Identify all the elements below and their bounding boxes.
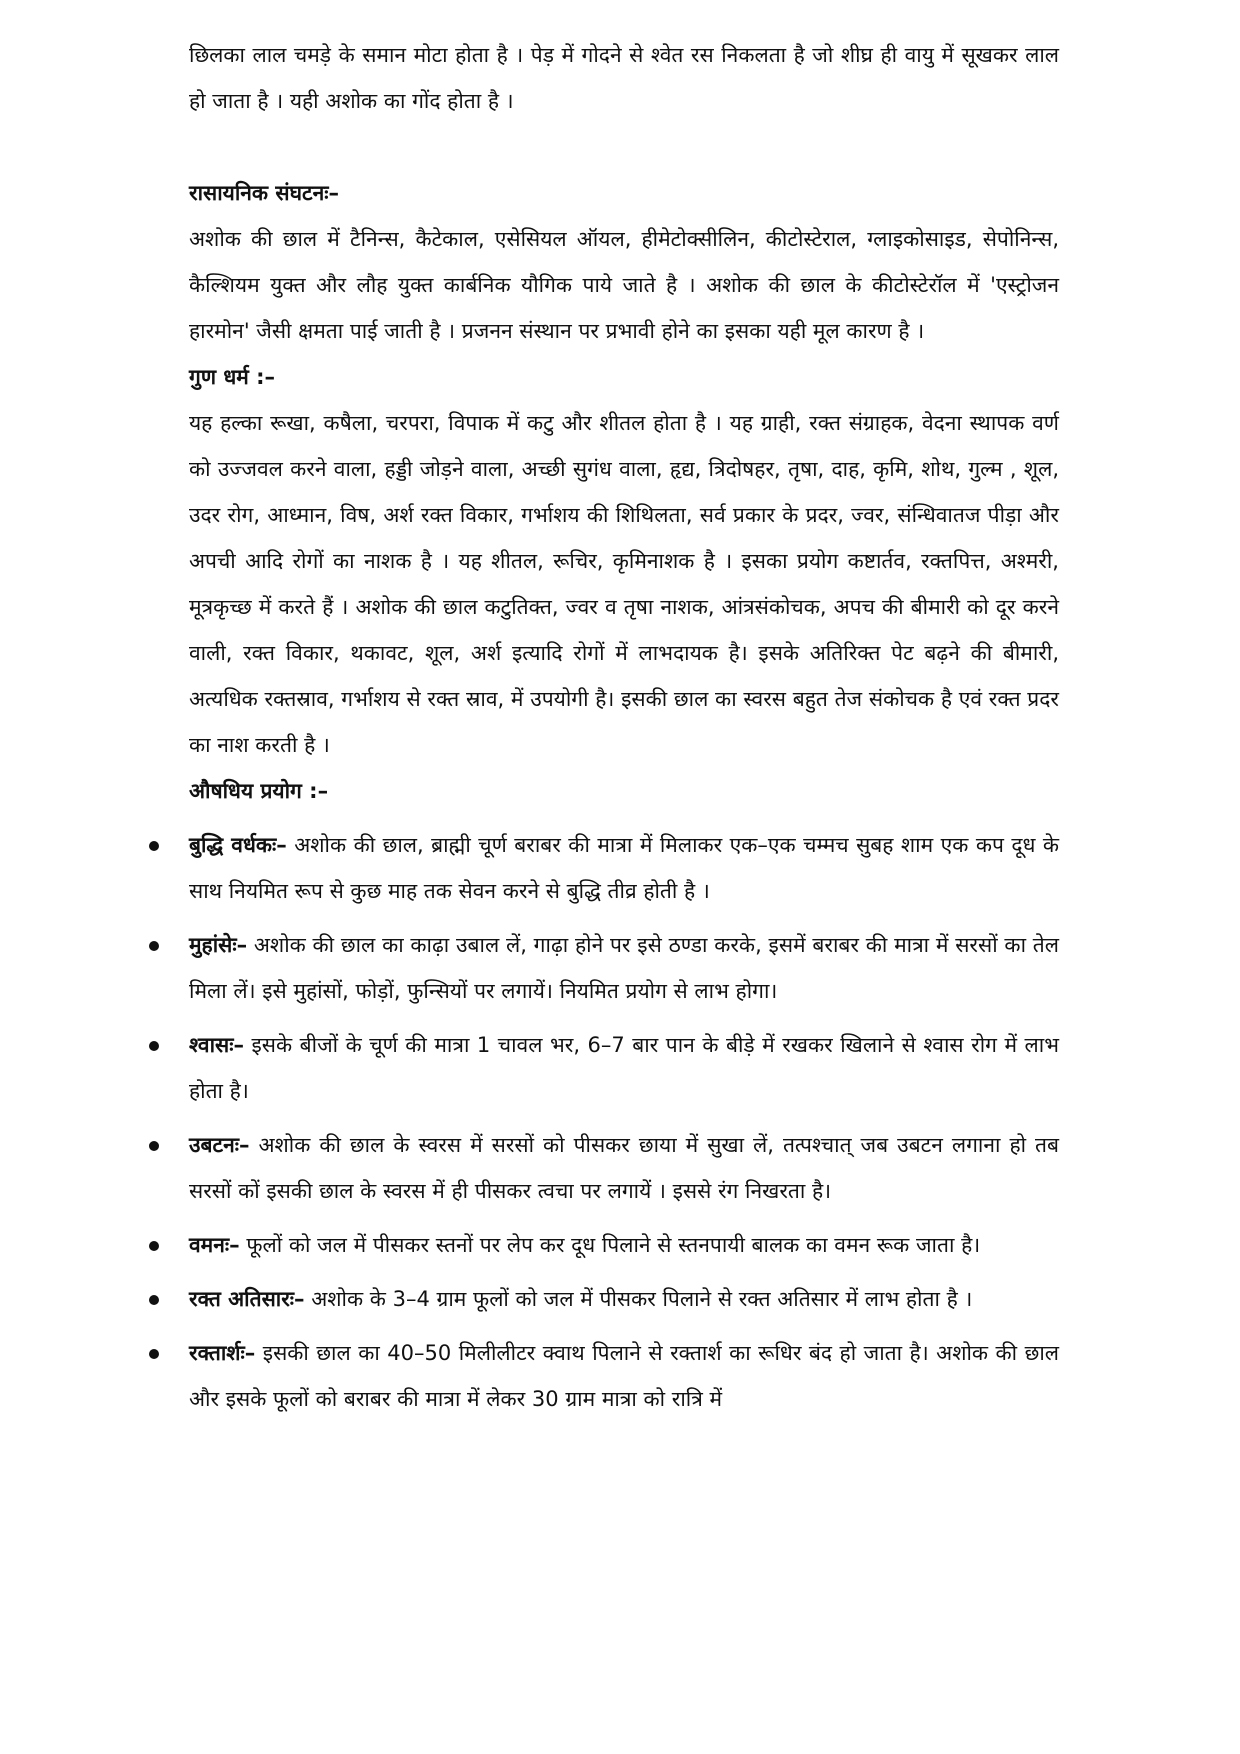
properties-paragraph: यह हल्का रूखा, कषैला, चरपरा, विपाक में कटु और शीतल होता है । यह ग्राही, रक्त संग्राहक, वेदना स्थापक वर्ण को उज्जवल करने वाला, हड्डी जोड़ने वाला, अच्छी सुगंध वाला, हृद्य, त्रिदोषहर, तृषा, दाह, कृमि, शोथ, गुल्म , शूल, उदर रोग, आध्मान, विष, अर्श रक्त विकार, गर्भाशय की शिथिलता, सर्व प्रकार के प्रदर, ज्वर, संन्धिवातज पीड़ा और अपची आदि रोगों का नाशक है । यह शीतल, रूचिर, कृमिनाशक है । इसका प्रयोग कष्टार्तव, रक्तपित्त, अश्मरी, मूत्रकृच्छ में करते हैं । अशोक की छाल कटुतिक्त, ज्वर व तृषा नाशक, आंत्रसंकोचक, अपच की बीमारी को दूर करने वाली, रक्त विकार, थकावट, शूल, अर्श इत्यादि रोगों में लाभदायक है। इसके अतिरिक्त पेट बढ़ने की बीमारी, अत्यधिक रक्तस्राव, गर्भाशय से रक्त स्राव, में उपयोगी है। इसकी छाल का स्वरस बहुत तेज संकोचक है एवं रक्त प्रदर का नाश करती है । <box>189 411 1059 757</box>
bullet-icon <box>149 1295 159 1305</box>
use-term: बुद्धि वर्धकः– <box>189 833 287 857</box>
use-text: अशोक की छाल के स्वरस में सरसों को पीसकर छाया में सुखा लें, तत्पश्चात् जब उबटन लगाना हो तब सरसों कों इसकी छाल के स्वरस में ही पीसकर त्वचा पर लगायें । इससे रंग निखरता है। <box>189 1133 1059 1203</box>
properties-heading: गुण धर्म :– <box>189 365 275 389</box>
list-item <box>189 1330 1059 1422</box>
use-text: इसकी छाल का 40–50 मिलीलीटर क्वाथ पिलाने से रक्तार्श का रूधिर बंद हो जाता है। अशोक की छाल और इसके फूलों को बराबर की मात्रा में लेकर 30 ग्राम मात्रा को रात्रि में <box>189 1341 1059 1411</box>
use-text: अशोक की छाल, ब्राह्मी चूर्ण बराबर की मात्रा में मिलाकर एक–एक चम्मच सुबह शाम एक कप दूध के साथ नियमित रूप से कुछ माह तक सेवन करने से बुद्धि तीव्र होती है । <box>189 833 1059 903</box>
bullet-icon <box>149 1241 159 1251</box>
use-text: इसके बीजों के चूर्ण की मात्रा 1 चावल भर, 6–7 बार पान के बीड़े में रखकर खिलाने से श्वास रोग में लाभ होता है। <box>189 1033 1059 1103</box>
use-text: अशोक की छाल का काढ़ा उबाल लें, गाढ़ा होने पर इसे ठण्डा करके, इसमें बराबर की मात्रा में सरसों का तेल मिला लें। इसे मुहांसों, फोड़ों, फुन्सियों पर लगायें। नियमित प्रयोग से लाभ होगा। <box>189 933 1059 1003</box>
list-item <box>189 1022 1059 1114</box>
use-term: मुहांसेः– <box>189 933 248 957</box>
use-text: अशोक के 3–4 ग्राम फूलों को जल में पीसकर पिलाने से रक्त अतिसार में लाभ होता है । <box>304 1287 973 1311</box>
use-term: रक्तार्शः– <box>189 1341 256 1365</box>
list-item <box>189 922 1059 1014</box>
use-term: श्वासः– <box>189 1033 244 1057</box>
page-content <box>189 32 1059 1422</box>
use-term: उबटनः– <box>189 1133 250 1157</box>
use-term: रक्त अतिसारः– <box>189 1287 305 1311</box>
list-item <box>189 822 1059 914</box>
list-item <box>189 1222 1059 1268</box>
bullet-icon <box>149 941 159 951</box>
bullet-icon <box>149 1141 159 1151</box>
intro-paragraph: छिलका लाल चमड़े के समान मोटा होता है । पेड़ में गोदने से श्वेत रस निकलता है जो शीघ्र ही वायु में सूखकर लाल हो जाता है । यही अशोक का गोंद होता है । <box>189 43 1059 113</box>
bullet-icon <box>149 1349 159 1359</box>
medicinal-uses-heading: औषधिय प्रयोग :– <box>189 779 329 803</box>
use-term: वमनः– <box>189 1233 240 1257</box>
chemical-composition-paragraph: अशोक की छाल में टैनिन्स, कैटेकाल, एसेसियल ऑयल, हीमेटोक्सीलिन, कीटोस्टेराल, ग्लाइकोसाइड, सेपोनिन्स, कैल्शियम युक्त और लौह युक्त कार्बनिक यौगिक पाये जाते है । अशोक की छाल के कीटोस्टेरॉल में 'एस्ट्रोजन हारमोन' जैसी क्षमता पाई जाती है । प्रजनन संस्थान पर प्रभावी होने का इसका यही मूल कारण है । <box>189 227 1059 343</box>
list-item <box>189 1122 1059 1214</box>
chemical-composition-heading: रासायनिक संघटनः– <box>189 181 339 205</box>
list-item <box>189 1276 1059 1322</box>
bullet-icon <box>149 841 159 851</box>
bullet-icon <box>149 1041 159 1051</box>
use-text: फूलों को जल में पीसकर स्तनों पर लेप कर दूध पिलाने से स्तनपायी बालक का वमन रूक जाता है। <box>239 1233 981 1257</box>
medicinal-uses-list <box>189 822 1059 1422</box>
